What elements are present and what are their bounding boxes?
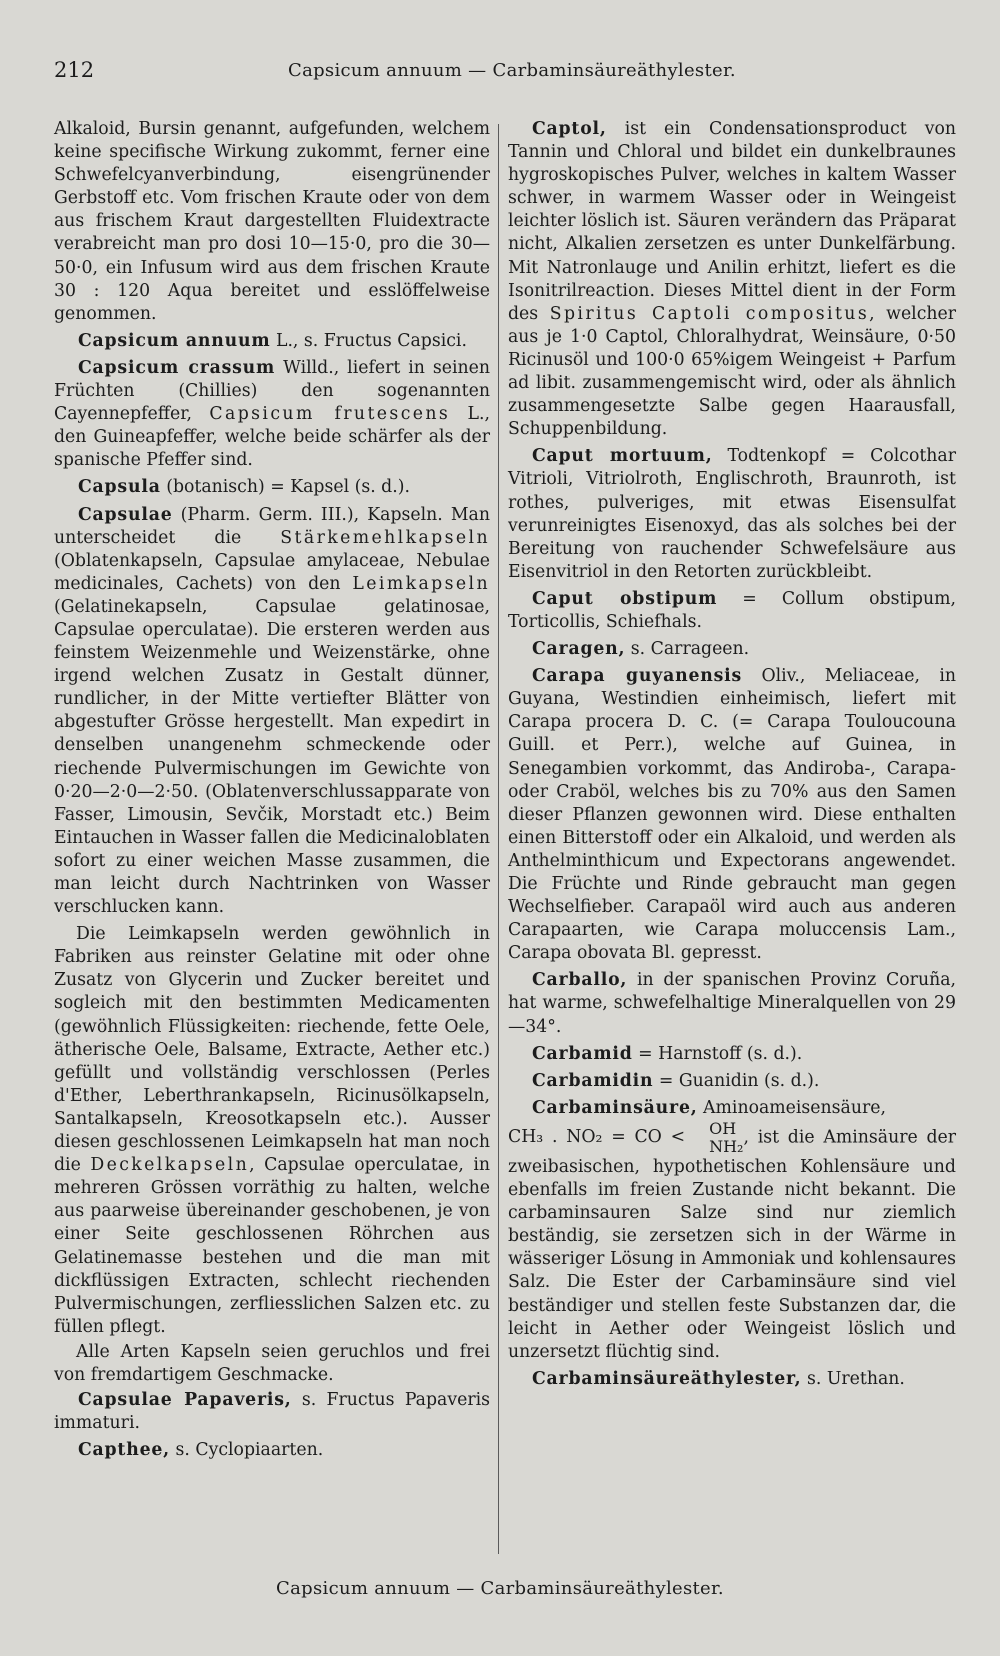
entry-capsula: Capsula (botanisch) = Kapsel (s. d.).: [78, 477, 410, 498]
entry-headword: Carbamidin: [532, 1070, 654, 1091]
entry-capsulae-papaveris: Capsulae Papaveris, s. Fructus Papaveris immaturi.: [54, 1390, 491, 1434]
chemical-formula: CH₃ . NO₂ = CO < OH NH₂: [508, 1118, 744, 1156]
entry-headword: Capsicum crassum: [78, 357, 276, 378]
entry-headword: Capthee,: [78, 1440, 170, 1461]
page-footer: Capsicum annuum — Carbaminsäureäthylester.: [276, 1578, 724, 1599]
entry-capsulae: Capsulae (Pharm. Germ. III.), Kapseln. Man unterscheidet die Stärkemehlkapseln (Oblatenkapseln, Capsulae amylaceae, Nebulae medicinales, Cachets) von den Leimkapseln (Gelatinekapseln, Capsulae gelatinosae, Capsulae operculatae). Die ersteren werden aus feinstem Weizenmehle und Weizenstärke, ohne irgend welchen Zusatz in Gestalt dünner, rundlicher, in der Mitte vertiefter Blätter von abgestufter Grösse hergestellt. Man expedirt in denselben unangenehm schmeckende oder riechende Pulvermischungen im Gewichte von 0·20—2·0—2·50. (Oblatenverschlussapparate von Fasser, Limousin, Sevčik, Morstadt etc.) Beim Eintauchen in Wasser fallen die Medicinaloblaten sofort zu einer weichen Masse zusammen, die man leicht durch Nachtrinken von Wasser verschlucken kann.: [54, 504, 490, 918]
entry-capsicum-crassum: Capsicum crassum Willd., liefert in seinen Früchten (Chillies) den sogenannten Cayennepfeffer, Capsicum frutescens L., den Guineapfeffer, welche beide schärfer als der spanische Pfeffer sind.: [54, 357, 491, 471]
entry-headword: Carballo,: [532, 970, 628, 991]
entry-captol: Captol, ist ein Condensationsproduct von Tannin und Chloral und bildet ein dunkelbraunes hygroskopisches Pulver, welches in kaltem Wasser schwer, in warmem Wasser oder in Weingeist leichter löslich ist. Säuren verändern das Präparat nicht, Alkalien zersetzen es unter Dunkelfärbung. Mit Natronlauge und Anilin erhitzt, liefert es die Isonitrilreaction. Dieses Mittel dient in der Form des Spiritus Captoli compositus, welcher aus je 1·0 Captol, Chloralhydrat, Weinsäure, 0·50 Ricinusöl und 100·0 65%igem Weingeist + Parfum ad libit. zusammengemischt wird, oder als ähnlich zusammengesetzte Salbe gegen Haarausfall, Schuppenbildung.: [508, 119, 956, 440]
left-column: [54, 118, 490, 1466]
entry-headword: Caput obstipum: [532, 588, 718, 609]
capsulae-paragraph-2: Die Leimkapseln werden gewöhnlich in Fabriken aus reinster Gelatine mit oder ohne Zusatz von Glycerin und Zucker bereitet und sogleich mit den bestimmten Medicamenten (gewöhnlich Flüssigkeiten: riechende, fette Oele, ätherische Oele, Balsame, Extracte, Aether etc.) gefüllt und vollständig verschlossen (Perles d'Ether, Leberthrankapseln, Ricinusölkapseln, Santalkapseln, Kreosotkapseln etc.). Ausser diesen geschlossenen Leimkapseln hat man noch die Deckelkapseln, Capsulae operculatae, in mehreren Grössen vorräthig zu halten, welche aus paarweise übereinander geschobenen, je von einer Seite geschlossenen Röhrchen aus Gelatinemasse bestehen und die man mit dickflüssigen Extracten, schlecht riechenden Pulvermischungen, zerfliesslichen Salzen etc. zu füllen pflegt.: [54, 924, 490, 1337]
entry-caragen: Caragen, s. Carrageen.: [532, 639, 750, 660]
column-divider: [498, 124, 499, 1554]
entry-headword: Capsula: [78, 477, 161, 498]
entry-caput-obstipum: Caput obstipum = Collum obstipum, Torticollis, Schiefhals.: [508, 588, 956, 632]
entry-headword: Carbamid: [532, 1043, 633, 1064]
entry-carbaminsaeure: Carbaminsäure, Aminoameisensäure, CH₃ . NO₂ = CO < OH NH₂ , ist die Aminsäure der zweibasischen, hypothetischen Kohlensäure und ebenfalls im freien Zustande nicht bekannt. Die carbaminsauren Salze sind nur ziemlich beständig, sie zersetzen sich in der Wärme in wässeriger Lösung in Ammoniak und kohlensaures Salz. Die Ester der Carbaminsäure sind viel beständiger und stellen feste Substanzen dar, die leicht in Aether oder Weingeist löslich und unzersetzt flüchtig sind.: [508, 1097, 956, 1362]
entry-headword: Carapa guyanensis: [532, 666, 743, 687]
entry-carbamidin: Carbamidin = Guanidin (s. d.).: [532, 1070, 820, 1091]
entry-headword: Carbaminsäureäthylester,: [532, 1368, 802, 1389]
entry-headword: Caput mortuum,: [532, 446, 713, 467]
entry-caput-mortuum: Caput mortuum, Todtenkopf = Colcothar Vitrioli, Vitriolroth, Englischroth, Braunroth, ist rothes, pulveriges, mit etwas Eisensulfat verunreinigtes Eisenoxyd, das als solches bei der Bereitung von rauchender Schwefelsäure aus Eisenvitriol in den Retorten zurückbleibt.: [508, 446, 956, 582]
running-title: Capsicum annuum — Carbaminsäureäthylester.: [288, 60, 736, 81]
right-column: [508, 118, 956, 1395]
entry-headword: Capsulae: [78, 504, 173, 525]
entry-capsicum-annuum: Capsicum annuum L., s. Fructus Capsici.: [78, 330, 467, 351]
entry-carballo: Carballo, in der spanischen Provinz Coruña, hat warme, schwefelhaltige Mineralquellen von 29—34°.: [508, 970, 956, 1037]
entry-capthee: Capthee, s. Cyclopiaarten.: [78, 1440, 324, 1461]
entry-carbaminsaeureaethylester: Carbaminsäureäthylester, s. Urethan.: [532, 1368, 905, 1389]
entry-headword: Capsulae Papaveris,: [78, 1390, 292, 1411]
entry-headword: Caragen,: [532, 639, 626, 660]
entry-headword: Captol,: [532, 119, 607, 139]
continuation-paragraph: Alkaloid, Bursin genannt, aufgefunden, welchem keine specifische Wirkung zukommt, ferner eine Schwefelcyanverbindung, eisengrünender Gerbstoff etc. Vom frischen Kraute oder von dem aus frischem Kraut dargestellten Fluidextracte verabreicht man pro dosi 10—15·0, pro die 30—50·0, ein Infusum wird aus dem frischen Kraute 30 : 120 Aqua bereitet und esslöffelweise genommen.: [54, 119, 490, 324]
capsulae-paragraph-3: Alle Arten Kapseln seien geruchlos und frei von fremdartigem Geschmacke.: [54, 1341, 490, 1385]
page-number: 212: [54, 58, 95, 82]
entry-carbamid: Carbamid = Harnstoff (s. d.).: [532, 1043, 803, 1064]
entry-headword: Carbaminsäure,: [532, 1097, 698, 1118]
entry-carapa-guyanensis: Carapa guyanensis Oliv., Meliaceae, in Guyana, Westindien einheimisch, liefert mit Carapa procera D. C. (= Carapa Touloucouna Guill. et Perr.), welche auf Guinea, in Senegambien vorkommt, das Andiroba-, Carapa- oder Craböl, welches bis zu 70% aus den Samen dieser Pflanzen gewonnen wird. Diese enthalten einen Bitterstoff oder ein Alkaloid, und werden als Anthelminthicum und Expectorans angewendet. Die Früchte und Rinde gebraucht man gegen Wechselfieber. Carapaöl wird auch aus anderen Carapaarten, wie Carapa moluccensis Lam., Carapa obovata Bl. gepresst.: [508, 666, 957, 964]
page-header: [54, 58, 946, 88]
entry-headword: Capsicum annuum: [78, 330, 271, 351]
